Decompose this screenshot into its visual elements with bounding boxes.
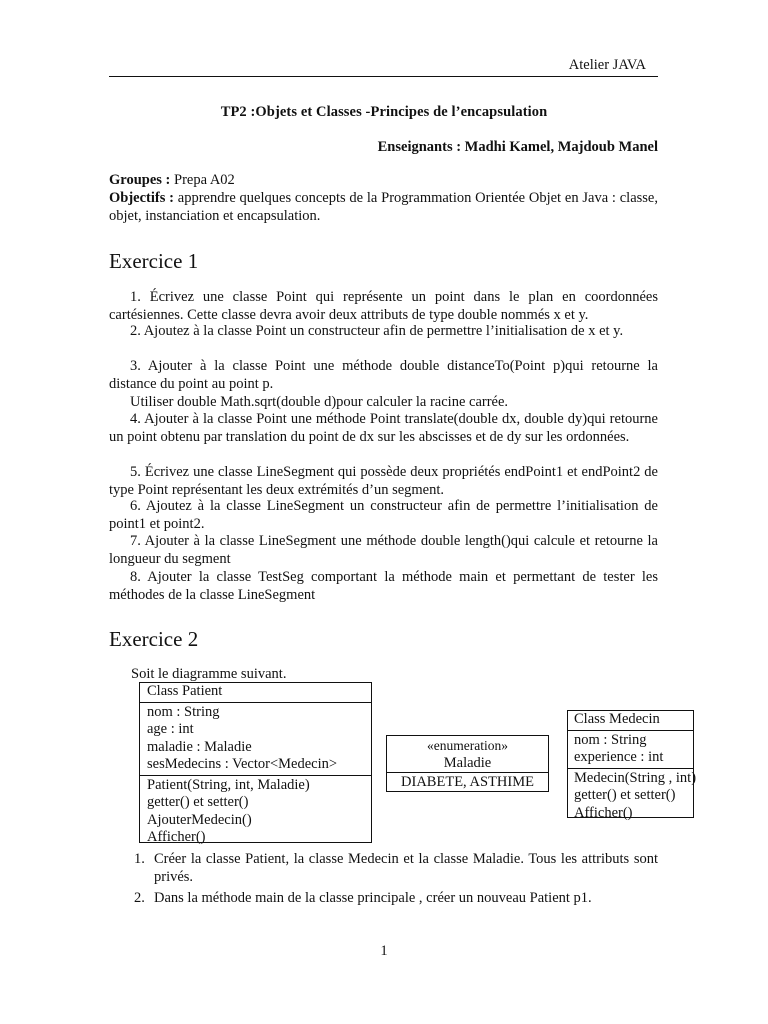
uml-class-name: Maladie [443, 754, 492, 771]
objectives-label: Objectifs : [109, 190, 174, 206]
uml-medecin-name-section [568, 711, 693, 730]
uml-class-name: Class Patient [147, 683, 223, 699]
uml-attribute: nom : String [574, 731, 647, 748]
exercise-1-item-8: 8. Ajouter la classe TestSeg comportant la méthode main et permettant de tester les méthodes de la classe LineSegment [109, 569, 658, 603]
uml-maladie-header [387, 736, 548, 772]
list-text: Créer la classe Patient, la classe Medecin et la classe Maladie. Tous les attributs sont privés. [154, 851, 658, 885]
groups-value: Prepa A02 [170, 172, 235, 188]
document-title: TP2 :Objets et Classes -Principes de l’encapsulation [220, 104, 548, 120]
list-text: Dans la méthode main de la classe principale , créer un nouveau Patient p1. [154, 890, 592, 906]
exercise-1-item-2: 2. Ajoutez à la classe Point un constructeur afin de permettre l’initialisation de x et y. [130, 323, 624, 339]
objectives-value: apprendre quelques concepts de la Programmation Orientée Objet en Java : classe, objet, instanciation et encapsulation. [109, 190, 658, 224]
exercise-1-item-7: 7. Ajouter à la classe LineSegment une méthode double length()qui calcule et retourne la longueur du segment [109, 533, 658, 567]
uml-patient-methods [140, 775, 371, 848]
uml-method: Patient(String, int, Maladie) [147, 776, 310, 793]
uml-class-patient [139, 682, 372, 843]
uml-medecin-methods [568, 768, 697, 824]
header-rule [109, 76, 658, 77]
header-title: Atelier JAVA [568, 57, 646, 73]
list-number: 1. [134, 851, 145, 867]
exercise-1-item-4: 4. Ajouter à la classe Point une méthode Point translate(double dx, double dy)qui retourne un point obtenu par translation du point de dx sur les abscisses et de dy sur les ordonnées. [109, 411, 658, 445]
exercise-1-title: Exercice 1 [109, 249, 199, 273]
uml-enum-values: DIABETE, ASTHIME [401, 774, 534, 790]
uml-attribute: experience : int [574, 749, 664, 765]
uml-medecin-attributes [568, 730, 693, 768]
uml-class-name: Class Medecin [574, 711, 660, 727]
exercise-2-intro: Soit le diagramme suivant. [131, 666, 287, 682]
page-number: 1 [380, 943, 388, 959]
teachers-line: Enseignants : Madhi Kamel, Majdoub Manel [377, 139, 658, 155]
uml-attribute: age : int [147, 721, 194, 737]
uml-maladie-values [387, 772, 548, 793]
exercise-2-title: Exercice 2 [109, 627, 199, 651]
exercise-1-item-1: 1. Écrivez une classe Point qui représente un point dans le plan en coordonnées cartésiennes. Cette classe devra avoir deux attributs de type double nommés x et y. [109, 289, 658, 323]
uml-class-medecin [567, 710, 697, 821]
uml-method: Afficher() [574, 804, 633, 821]
exercise-1-item-3: 3. Ajouter à la classe Point une méthode double distanceTo(Point p)qui retourne la distance du point au point p. [109, 358, 658, 392]
exercise-1-item-6: 6. Ajoutez à la classe LineSegment un constructeur afin de permettre l’initialisation de point1 et point2. [109, 498, 658, 532]
uml-method: Afficher() [147, 829, 206, 845]
uml-stereotype: «enumeration» [427, 738, 508, 753]
groups-line [109, 171, 658, 189]
uml-enum-maladie [386, 735, 549, 792]
groups-label: Groupes : [109, 172, 171, 188]
exercise-1-item-3-note: Utiliser double Math.sqrt(double d)pour calculer la racine carrée. [130, 394, 509, 410]
uml-patient-attributes [140, 702, 371, 775]
exercise-2-question-2 [134, 889, 658, 907]
uml-patient-name-section [140, 683, 371, 702]
list-number: 2. [134, 890, 145, 906]
uml-method: AjouterMedecin() [147, 811, 252, 828]
uml-attribute: maladie : Maladie [147, 738, 252, 755]
exercise-1-item-5: 5. Écrivez une classe LineSegment qui possède deux propriétés endPoint1 et endPoint2 de type Point représentant les deux extrémités d’un segment. [109, 464, 658, 498]
uml-method: getter() et setter() [574, 787, 676, 803]
uml-method: Medecin(String , int) [574, 769, 697, 786]
objectives-paragraph [109, 189, 658, 225]
exercise-2-question-1 [134, 850, 658, 886]
uml-method: getter() et setter() [147, 794, 249, 810]
uml-attribute: sesMedecins : Vector<Medecin> [147, 756, 338, 772]
uml-attribute: nom : String [147, 703, 220, 720]
